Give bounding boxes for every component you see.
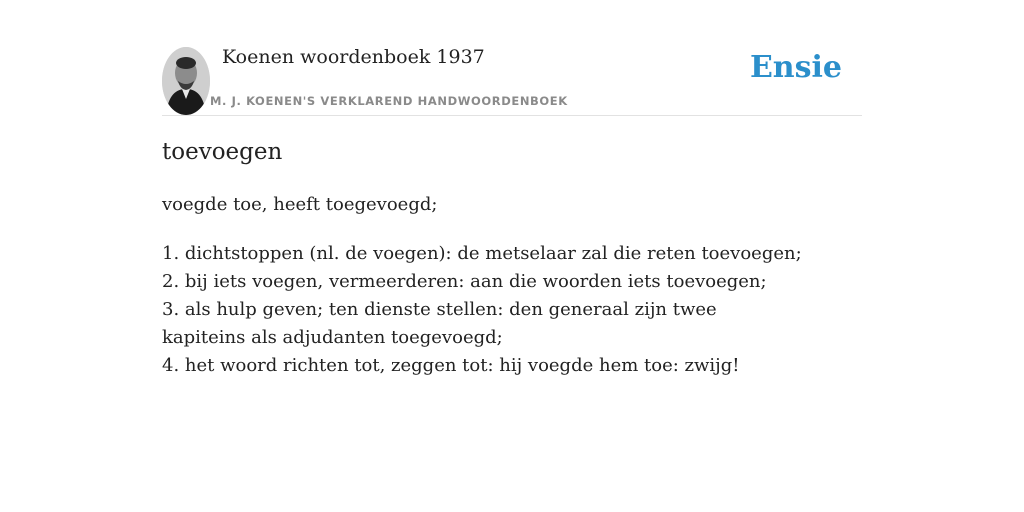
definition-item: 1. dichtstoppen (nl. de voegen): de metselaar zal die reten toevoegen; xyxy=(162,243,802,264)
book-subtitle: M. J. KOENEN'S VERKLAREND HANDWOORDENBOEK xyxy=(210,94,568,108)
book-title[interactable]: Koenen woordenboek 1937 xyxy=(222,46,485,68)
definition-item: 4. het woord richten tot, zeggen tot: hij voegde hem toe: zwijg! xyxy=(162,355,740,376)
definition-item: 3. als hulp geven; ten dienste stellen: den generaal zijn twee kapiteins als adjudanten toegevoegd; xyxy=(162,299,717,348)
author-portrait[interactable] xyxy=(162,47,210,115)
dictionary-header xyxy=(162,0,862,116)
ensie-logo[interactable]: Ensie xyxy=(749,50,842,85)
entry-forms: voegde toe, heeft toegevoegd; xyxy=(162,194,438,215)
portrait-icon xyxy=(162,47,210,115)
definition-list xyxy=(162,240,802,380)
definition-item: 2. bij iets voegen, vermeerderen: aan die woorden iets toevoegen; xyxy=(162,271,767,292)
page-content xyxy=(162,0,862,376)
entry-headword: toevoegen xyxy=(162,139,283,165)
